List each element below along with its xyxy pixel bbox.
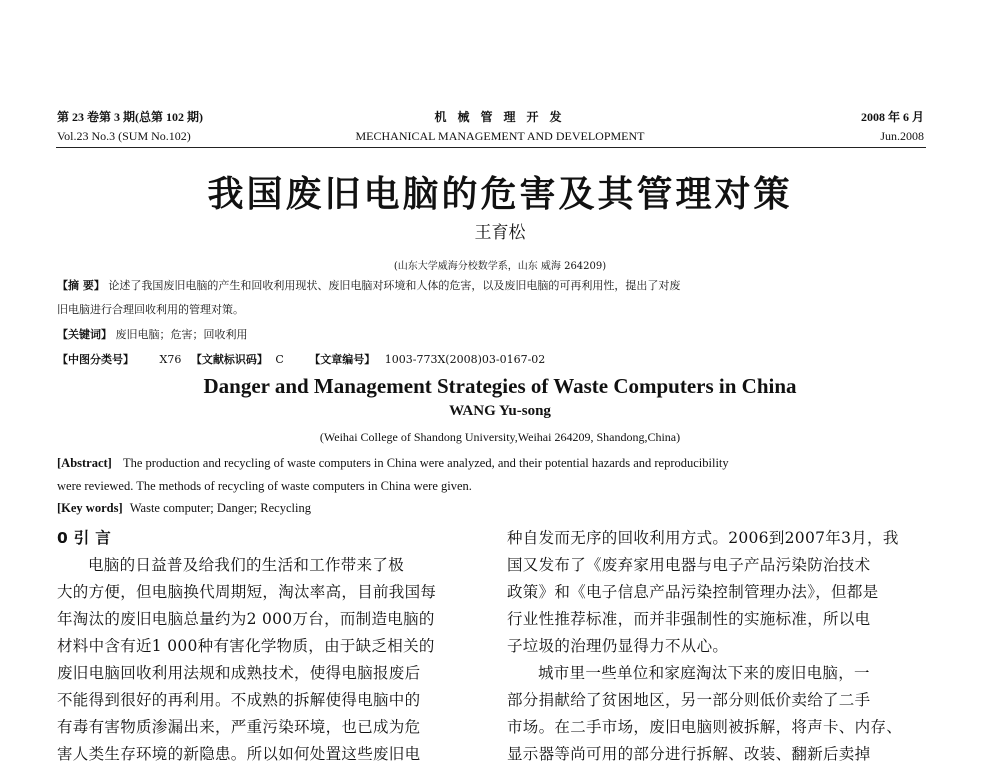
keywords-en-text: Waste computer; Danger; Recycling <box>129 501 311 515</box>
header-rule <box>56 147 926 148</box>
abstract-en-line1 <box>57 456 729 471</box>
keywords-cn <box>57 326 248 342</box>
section-heading: 0 引 言 <box>57 529 112 547</box>
abstract-en-text: The production and recycling of waste computers in China were analyzed, and their potential hazards and reproducibility <box>122 456 729 470</box>
body-line: 不能得到很好的再利用。不成熟的拆解使得电脑中的 <box>57 691 421 709</box>
keywords-en <box>57 501 311 516</box>
body-line: 国又发布了《废弃家用电器与电子产品污染防治技术 <box>507 556 871 574</box>
body-line: 种自发而无序的回收利用方式。2006到2007年3月，我 <box>507 529 899 547</box>
article-no-value: 1003-773X(2008)03-0167-02 <box>384 353 546 366</box>
journal-name-cn: 机 械 管 理 开 发 <box>434 110 566 124</box>
author: 王育松 <box>474 223 526 243</box>
body-line: 材料中含有近1 000种有害化学物质，由于缺乏相关的 <box>57 637 435 655</box>
abstract-cn-text: 论述了我国废旧电脑的产生和回收利用现状、废旧电脑对环境和人体的危害，以及废旧电脑的可再利用性，提出了对废 <box>108 279 681 292</box>
body-line: 城市里一些单位和家庭淘汰下来的废旧电脑，一 <box>538 664 870 682</box>
journal-name-en: MECHANICAL MANAGEMENT AND DEVELOPMENT <box>355 129 645 143</box>
abstract-en-line2: were reviewed. The methods of recycling of waste computers in China were given. <box>57 479 472 493</box>
english-title: Danger and Management Strategies of Waste Computers in China <box>203 374 797 398</box>
body-line: 有毒有害物质渗漏出来，严重污染环境，也已成为危 <box>57 718 421 736</box>
abstract-cn-line2: 旧电脑进行合理回收利用的管理对策。 <box>57 303 244 316</box>
paper-title: 我国废旧电脑的危害及其管理对策 <box>207 173 793 215</box>
body-line: 废旧电脑回收利用法规和成熟技术，使得电脑报废后 <box>57 664 421 682</box>
keywords-cn-label: 【关键词】 <box>57 328 112 341</box>
clc-label: 【中图分类号】 <box>57 353 134 366</box>
keywords-cn-text: 废旧电脑；危害；回收利用 <box>115 328 248 341</box>
affiliation: (山东大学威海分校数学系，山东 威海 264209) <box>393 261 607 272</box>
body-line: 显示器等尚可用的部分进行拆解、改装、翻新后卖掉 <box>507 745 871 763</box>
article-no-label: 【文章编号】 <box>309 353 376 366</box>
journal-issue-cn: 第 23 卷第 3 期(总第 102 期) <box>57 110 203 124</box>
issue-date-en: Jun.2008 <box>880 129 924 143</box>
body-line: 行业性推荐标准，而并非强制性的实施标准，所以电 <box>507 610 871 628</box>
english-affiliation: (Weihai College of Shandong University,Weihai 264209, Shandong,China) <box>319 430 681 444</box>
classification-line <box>57 351 545 367</box>
doc-code-value: C <box>275 353 284 366</box>
issue-date-cn: 2008 年 6 月 <box>860 110 924 124</box>
body-line: 市场。在二手市场，废旧电脑则被拆解，将声卡、内存、 <box>507 718 903 736</box>
body-line: 电脑的日益普及给我们的生活和工作带来了极 <box>88 556 405 574</box>
body-right-column <box>507 525 922 768</box>
abstract-en-label: [Abstract] <box>57 456 112 470</box>
body-line: 部分捐献给了贫困地区，另一部分则低价卖给了二手 <box>507 691 871 709</box>
body-left-column <box>57 525 472 768</box>
doc-code-label: 【文献标识码】 <box>190 353 268 366</box>
body-line: 政策》和《电子信息产品污染控制管理办法》，但都是 <box>507 583 879 601</box>
body-line: 子垃圾的治理仍显得力不从心。 <box>507 637 729 655</box>
body-line: 大的方便，但电脑换代周期短，淘汰率高，目前我国每 <box>57 583 437 601</box>
clc-value: X76 <box>159 353 182 366</box>
abstract-cn-line1 <box>57 277 680 293</box>
english-author: WANG Yu-song <box>449 403 551 419</box>
body-line: 年淘汰的废旧电脑总量约为2 000万台，而制造电脑的 <box>57 610 435 628</box>
keywords-en-label: [Key words] <box>57 501 123 515</box>
journal-issue-en: Vol.23 No.3 (SUM No.102) <box>57 129 191 143</box>
body-line: 害人类生存环境的新隐患。所以如何处置这些废旧电 <box>57 745 421 763</box>
abstract-cn-label: 【摘 要】 <box>57 279 105 292</box>
